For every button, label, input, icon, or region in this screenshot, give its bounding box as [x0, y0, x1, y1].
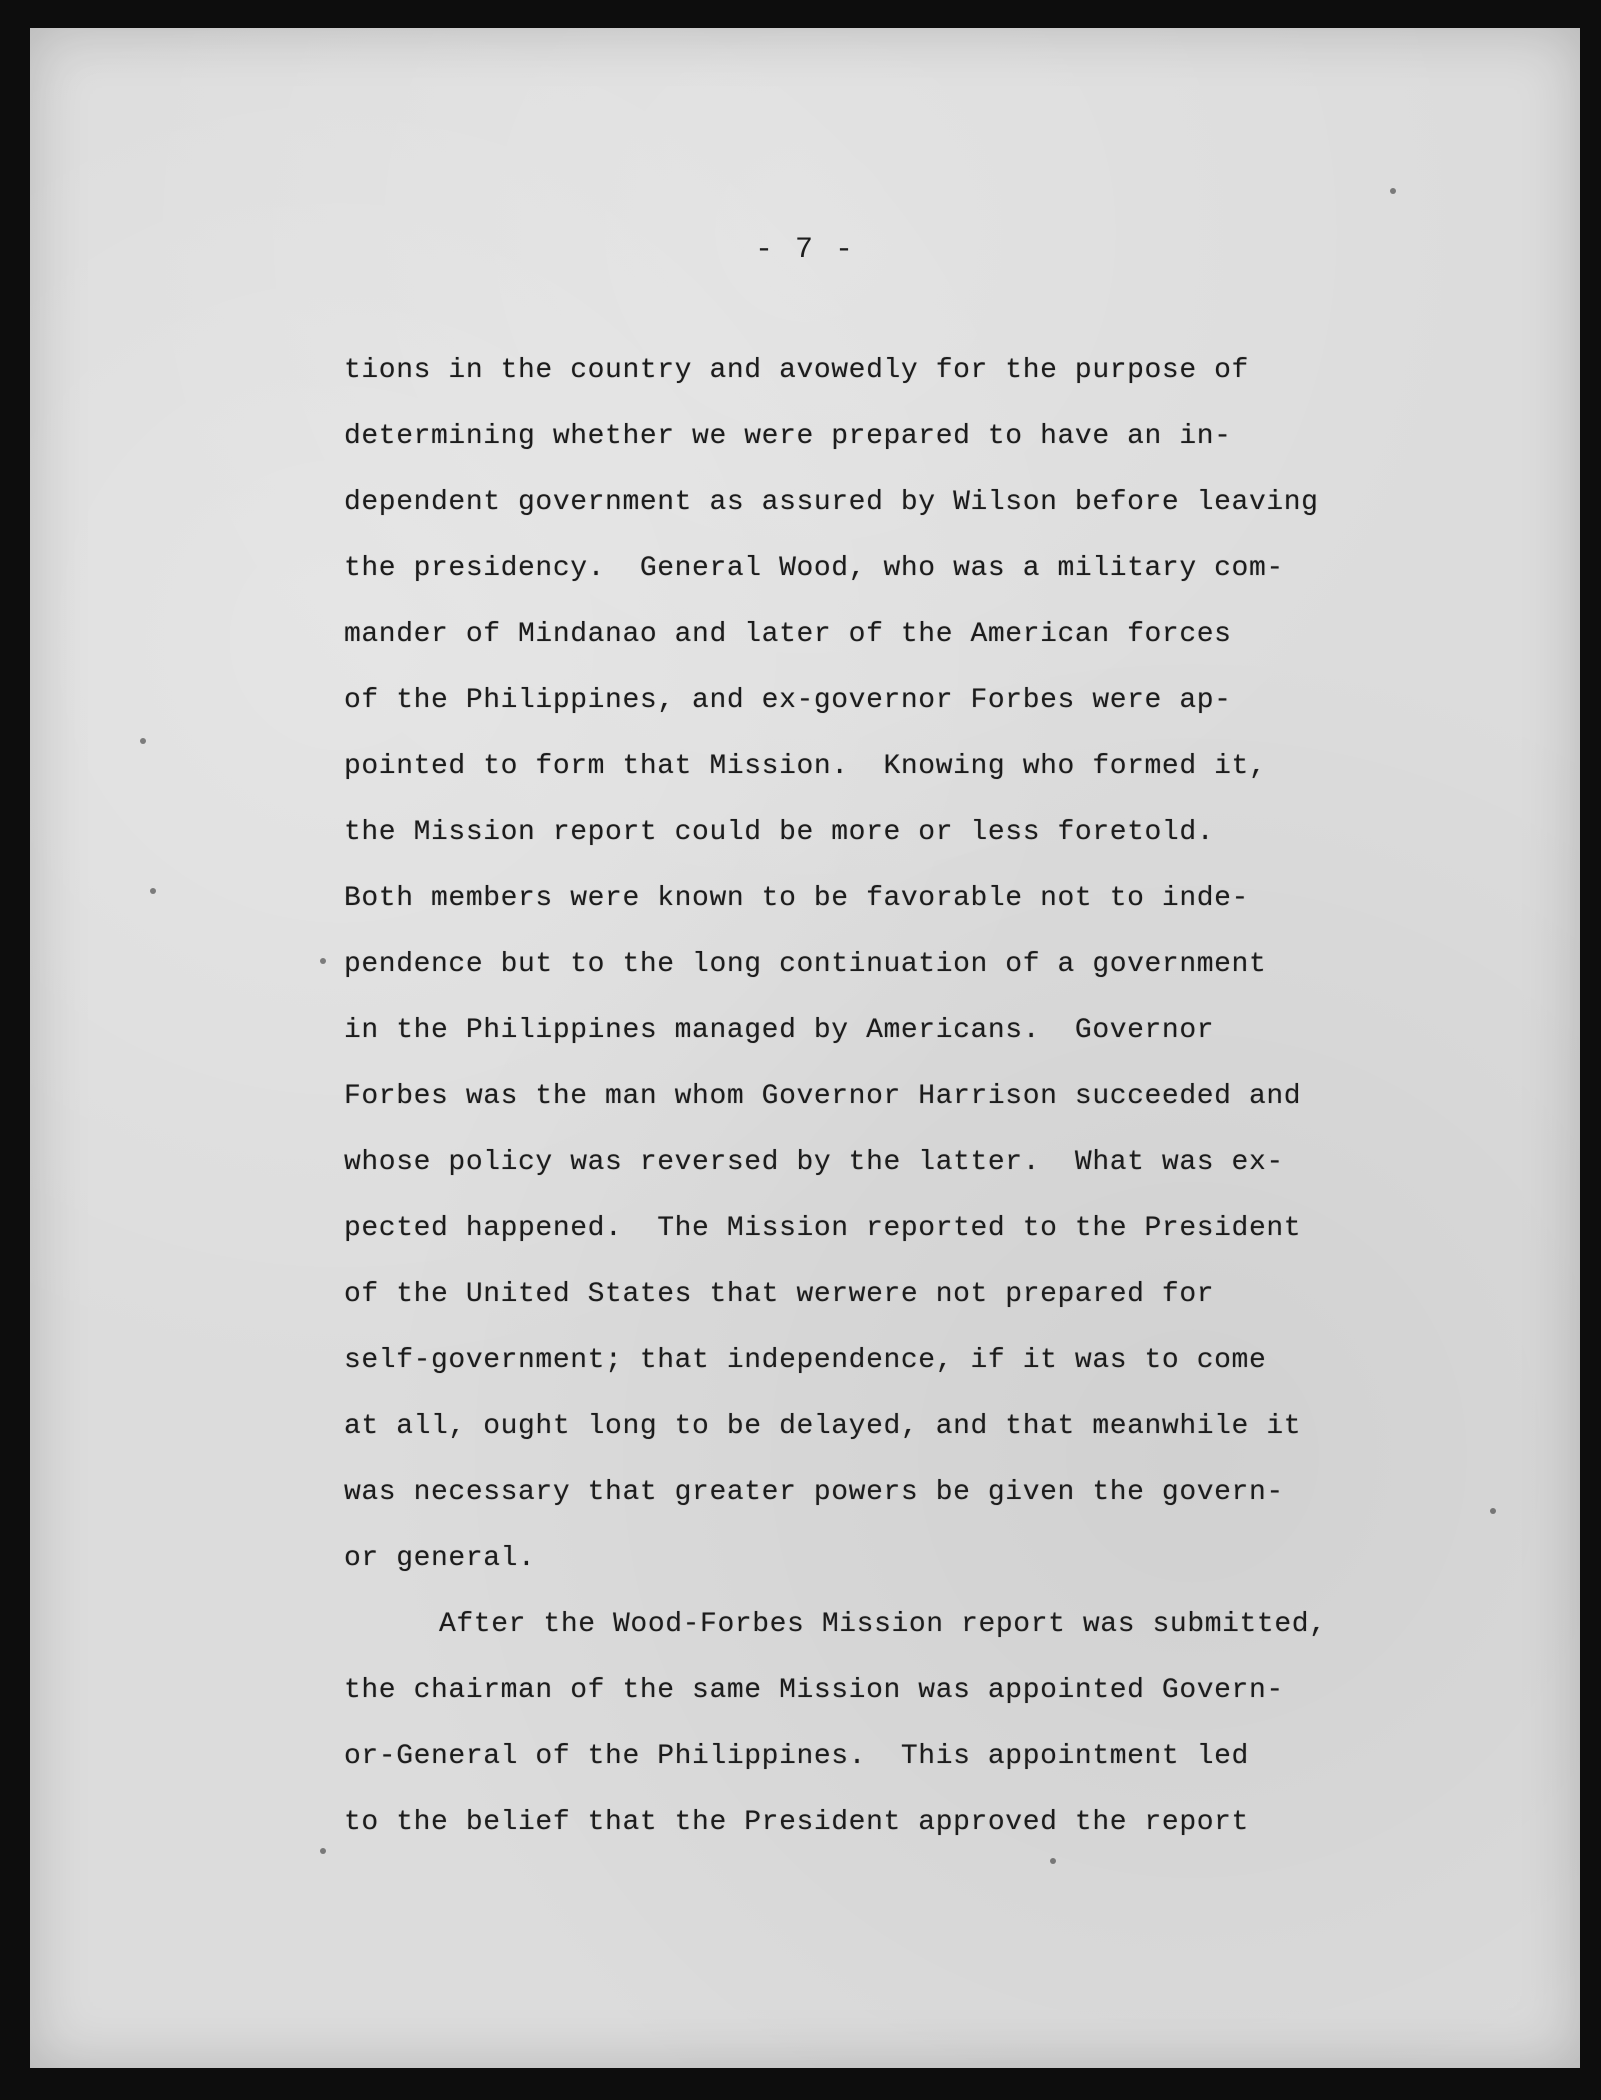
text-line: to the belief that the President approved the report: [344, 1807, 1249, 1838]
text-line: pendence but to the long continuation of a government: [344, 949, 1267, 980]
ink-speck: [1390, 188, 1396, 194]
typewritten-page: [30, 28, 1580, 2068]
text-line: After the Wood-Forbes Mission report was submitted,: [439, 1609, 1327, 1640]
page-number: - 7 -: [754, 233, 855, 267]
ink-speck: [1050, 1858, 1056, 1864]
text-line: the chairman of the same Mission was appointed Govern-: [344, 1675, 1284, 1706]
text-line: or general.: [344, 1543, 536, 1574]
text-line: mander of Mindanao and later of the American forces: [344, 619, 1232, 650]
text-line: the Mission report could be more or less foretold.: [344, 817, 1215, 848]
text-line: in the Philippines managed by Americans. Governor: [344, 1015, 1215, 1046]
text-line: Both members were known to be favorable not to inde-: [344, 883, 1249, 914]
ink-speck: [320, 958, 326, 964]
ink-speck: [150, 888, 156, 894]
text-line: or-General of the Philippines. This appointment led: [344, 1741, 1249, 1772]
ink-speck: [320, 1848, 326, 1854]
text-line: the presidency. General Wood, who was a military com-: [344, 553, 1284, 584]
text-line: Forbes was the man whom Governor Harrison succeeded and: [344, 1081, 1302, 1112]
text-line: self-government; that independence, if it was to come: [344, 1345, 1267, 1376]
text-line: tions in the country and avowedly for the purpose of: [344, 355, 1249, 386]
text-line: was necessary that greater powers be given the govern-: [344, 1477, 1284, 1508]
text-line: pected happened. The Mission reported to the President: [344, 1213, 1302, 1244]
paragraph-1: [344, 338, 1484, 1592]
body-text: [344, 338, 1484, 1856]
text-line: determining whether we were prepared to have an in-: [344, 421, 1232, 452]
text-line: pointed to form that Mission. Knowing who formed it,: [344, 751, 1267, 782]
text-line: dependent government as assured by Wilson before leaving: [344, 487, 1319, 518]
paragraph-2: [344, 1592, 1484, 1856]
text-line: of the United States that werwere not prepared for: [344, 1279, 1215, 1310]
text-line: of the Philippines, and ex-governor Forbes were ap-: [344, 685, 1232, 716]
text-line: at all, ought long to be delayed, and that meanwhile it: [344, 1411, 1302, 1442]
ink-speck: [140, 738, 146, 744]
text-line: whose policy was reversed by the latter. What was ex-: [344, 1147, 1284, 1178]
ink-speck: [1490, 1508, 1496, 1514]
